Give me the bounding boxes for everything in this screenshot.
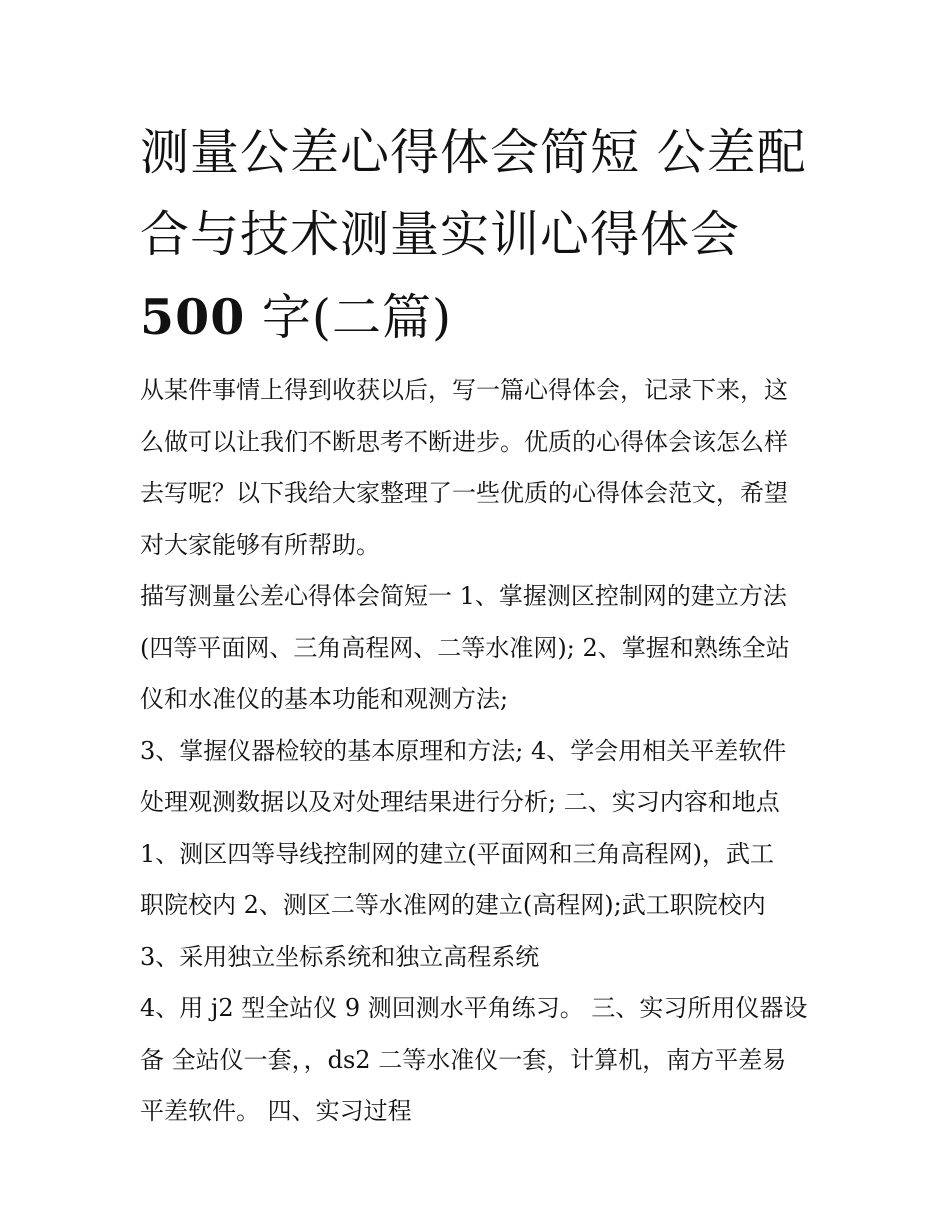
text-line: 处理观测数据以及对处理结果进行分析; 二、实习内容和地点 — [140, 788, 780, 816]
text-line: 3、采用独立坐标系统和独立高程系统 — [140, 942, 540, 971]
paragraph-content — [140, 726, 820, 932]
paragraph-equipment — [140, 983, 820, 1138]
paragraph-coordinate-system — [140, 932, 820, 984]
document-title — [140, 112, 820, 359]
text-line: 职院校内 2、测区二等水准网的建立(高程网);武工职院校内 — [140, 891, 766, 919]
text-line: 1、测区四等导线控制网的建立(平面网和三角高程网)，武工 — [140, 839, 774, 868]
title-line-3 — [140, 276, 820, 359]
document-page — [140, 112, 820, 1138]
paragraph-objectives — [140, 571, 820, 726]
text-line: 去写呢？以下我给大家整理了一些优质的心得体会范文，希望 — [140, 479, 788, 507]
text-line: 仪和水准仪的基本功能和观测方法; — [140, 685, 509, 713]
title-line-2: 合与技术测量实训心得体会 — [140, 206, 741, 263]
text-line: 平差软件。 四、实习过程 — [140, 1097, 412, 1125]
text-line: 么做可以让我们不断思考不断进步。优质的心得体会该怎么样 — [140, 427, 788, 456]
title-number: 500 — [140, 288, 246, 346]
title-line-1: 测量公差心得体会简短 公差配 — [140, 124, 807, 181]
text-line: 从某件事情上得到收获以后，写一篇心得体会，记录下来，这 — [140, 376, 788, 404]
text-line: 备 全站仪一套，，ds2 二等水准仪一套，计算机，南方平差易 — [140, 1045, 787, 1074]
text-line: 对大家能够有所帮助。 — [140, 530, 380, 559]
text-line: (四等平面网、三角高程网、二等水准网); 2、掌握和熟练全站 — [140, 633, 790, 662]
paragraph-intro — [140, 365, 820, 571]
title-line-3-rest: 字(二篇) — [245, 289, 453, 346]
text-line: 4、用 j2 型全站仪 9 测回测水平角练习。 三、实习所用仪器设 — [140, 994, 808, 1022]
document-body — [140, 365, 820, 1138]
text-line: 3、掌握仪器检较的基本原理和方法; 4、学会用相关平差软件 — [140, 736, 787, 765]
text-line: 描写测量公差心得体会简短一 1、掌握测区控制网的建立方法 — [140, 582, 787, 610]
